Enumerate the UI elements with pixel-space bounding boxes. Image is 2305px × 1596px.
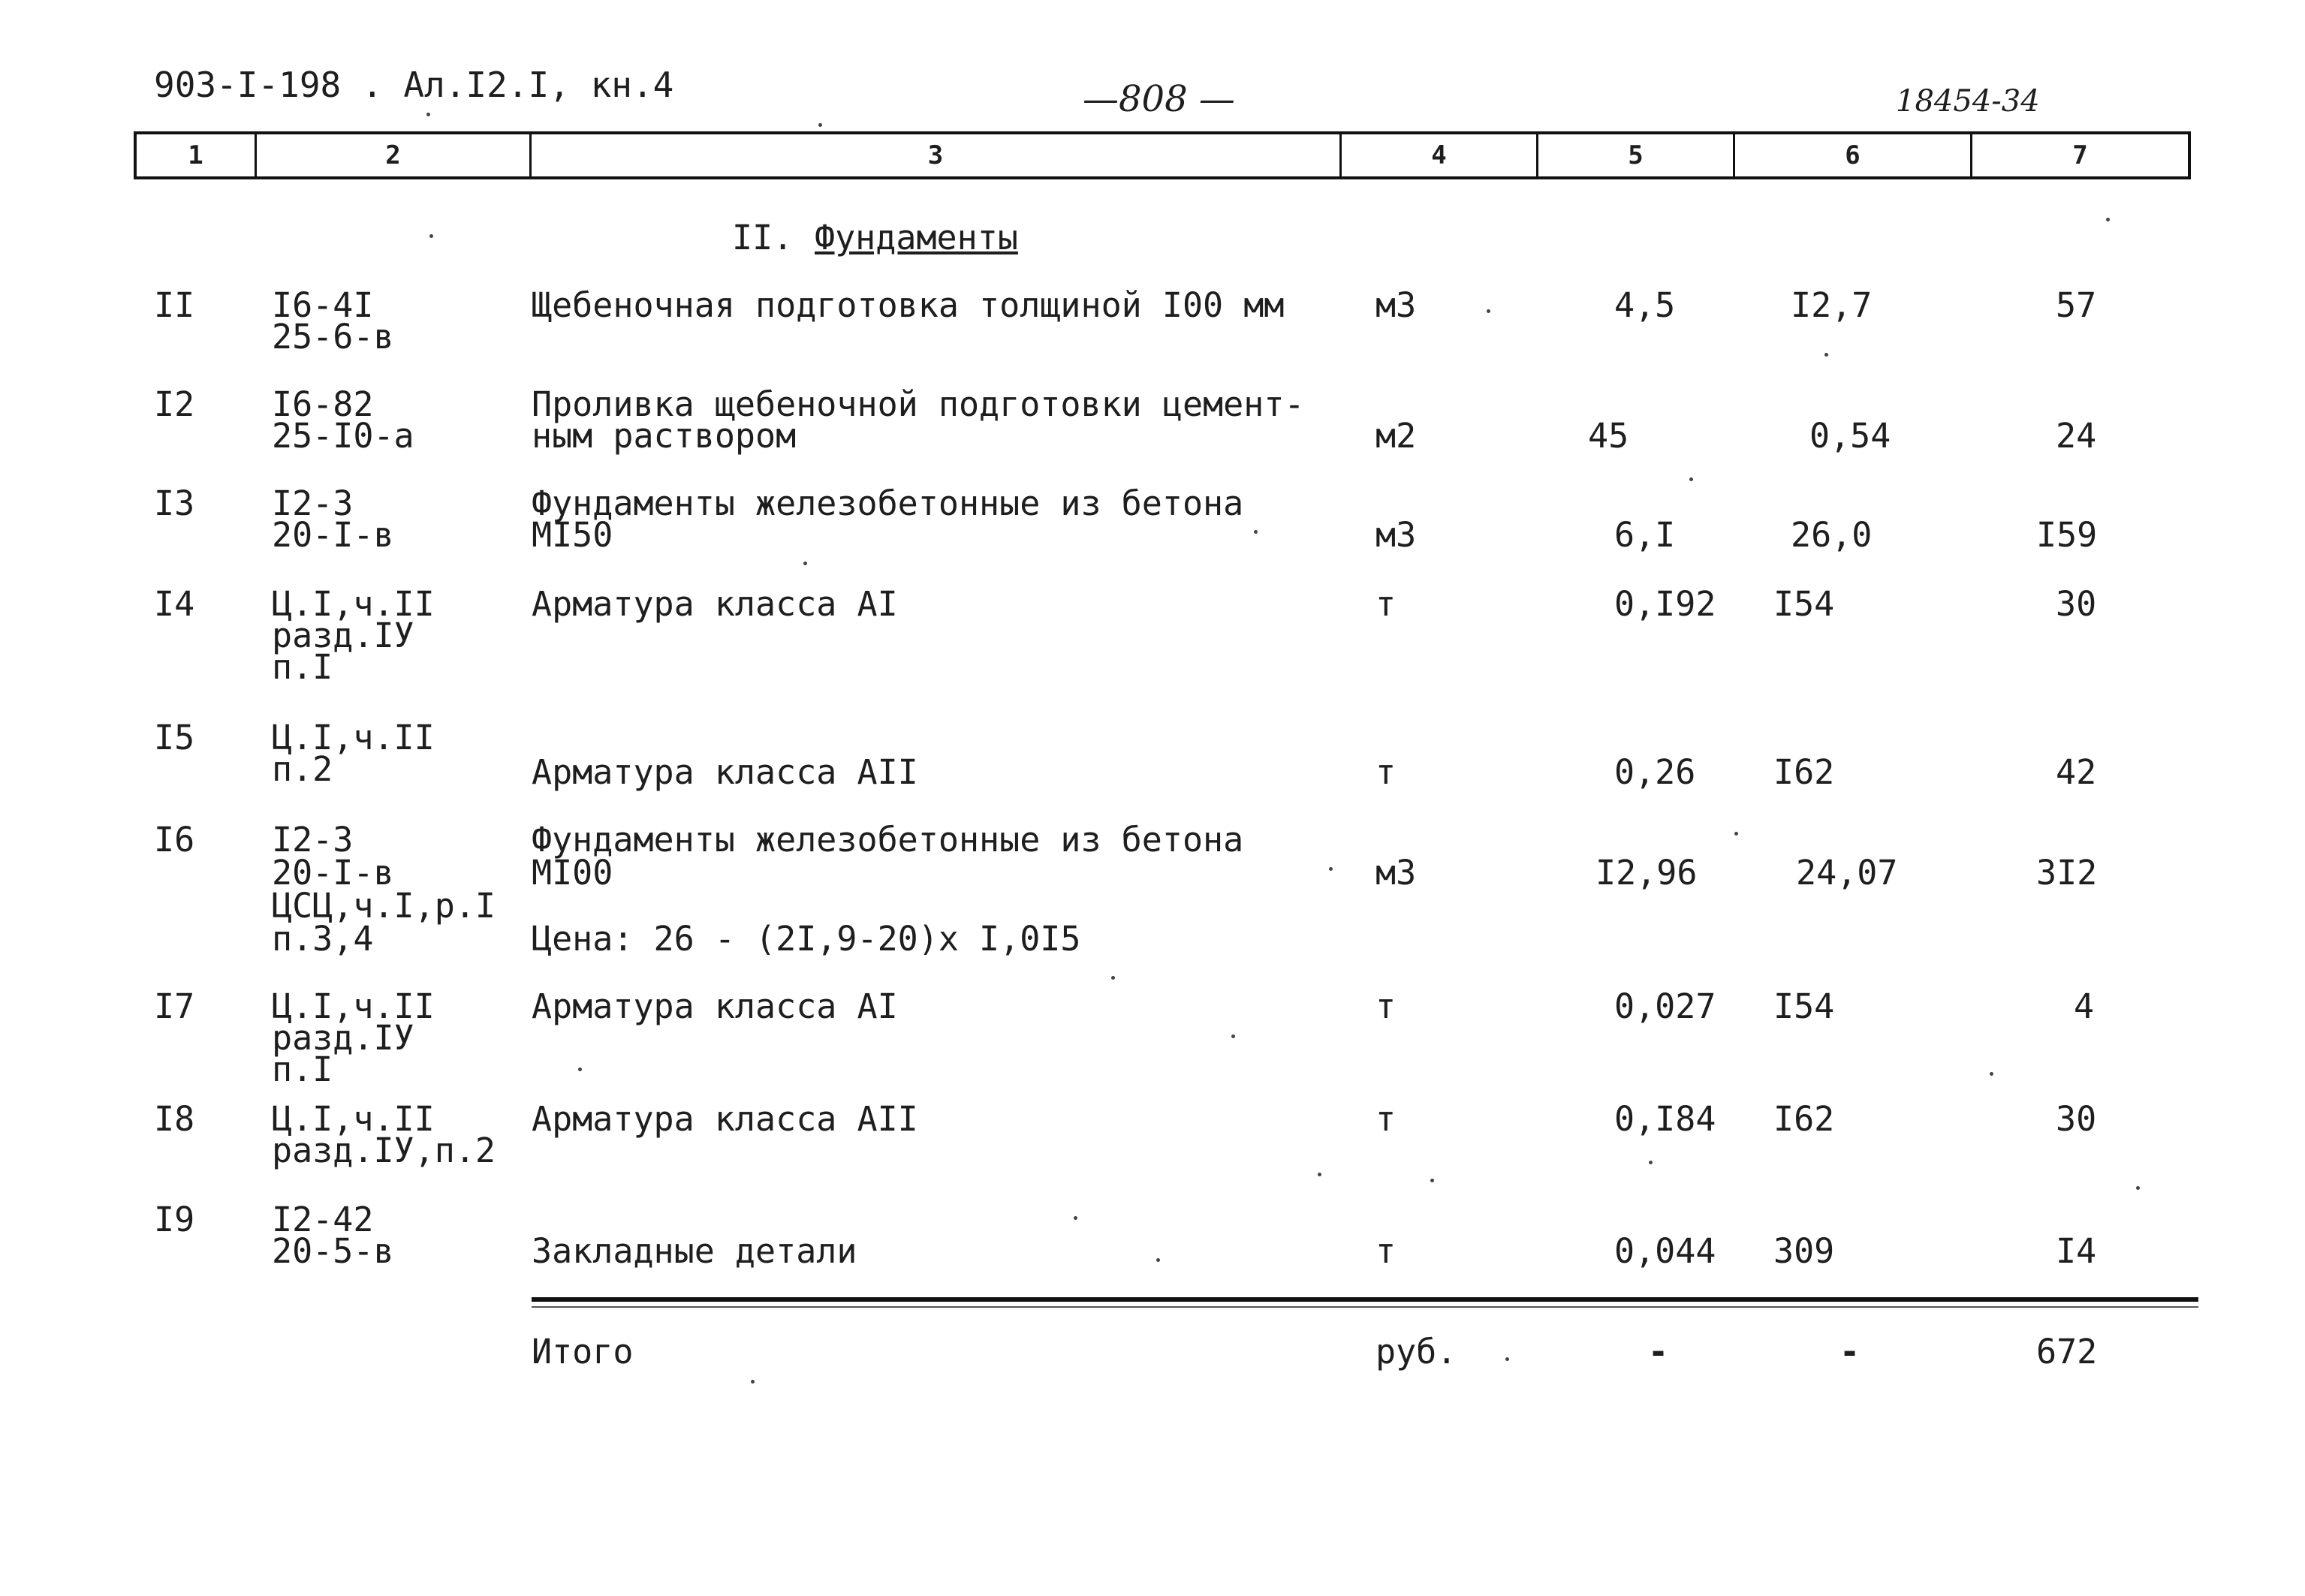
scan-speck <box>1487 309 1490 313</box>
scan-speck <box>429 234 433 238</box>
scan-speck <box>751 1380 755 1384</box>
unit-price: I62 <box>1773 752 1835 792</box>
norm-code: Ц.I,ч.II <box>272 986 435 1026</box>
quantity: 6,I <box>1614 515 1676 555</box>
norm-code: п.I <box>272 1049 333 1089</box>
scan-speck <box>1430 1179 1434 1182</box>
total-cost: I59 <box>2036 515 2098 555</box>
row-number: I2 <box>154 384 195 424</box>
scan-speck <box>1689 477 1693 481</box>
norm-code: п.I <box>272 647 333 687</box>
row-number: I3 <box>154 483 195 523</box>
norm-code: 20-5-в <box>272 1231 394 1271</box>
row-number: I9 <box>154 1200 195 1239</box>
work-description: Щебеночная подготовка толщиной I00 мм <box>532 285 1285 325</box>
quantity: 45 <box>1588 416 1629 456</box>
norm-code: I6-82 <box>272 384 374 424</box>
total-cost: 3I2 <box>2036 853 2098 893</box>
norm-code: Ц.I,ч.II <box>272 584 435 624</box>
column-header-row <box>134 131 2191 179</box>
work-description: Проливка щебеночной подготовки цемент- <box>532 384 1305 424</box>
section-number: II. <box>732 218 794 257</box>
work-description: Арматура класса АI <box>532 986 898 1026</box>
unit: т <box>1375 752 1397 792</box>
unit: т <box>1375 986 1397 1026</box>
scan-speck <box>1505 1357 1509 1361</box>
unit-price: 24,07 <box>1796 853 1898 893</box>
quantity: 4,5 <box>1614 285 1676 325</box>
unit-price: 26,0 <box>1791 515 1873 555</box>
total-cost: 30 <box>2056 1099 2097 1139</box>
unit-price: I54 <box>1773 584 1835 624</box>
work-description: Арматура класса АII <box>532 752 918 792</box>
work-description: МI50 <box>532 515 613 555</box>
scan-speck <box>1111 976 1115 980</box>
scan-speck <box>1734 832 1738 836</box>
norm-code: ЦСЦ,ч.I,р.I <box>272 886 496 926</box>
norm-code: п.2 <box>272 749 333 789</box>
total-price: - <box>1839 1332 1861 1372</box>
norm-code: I2-42 <box>272 1200 374 1239</box>
row-number: I4 <box>154 584 195 624</box>
norm-code: 20-I-в <box>272 515 394 555</box>
column-header-6: 6 <box>1733 134 1970 176</box>
quantity: I2,96 <box>1595 853 1698 893</box>
norm-code: 20-I-в <box>272 853 394 893</box>
unit: м2 <box>1375 416 1417 456</box>
work-description: Арматура класса АII <box>532 1099 918 1139</box>
quantity: 0,I84 <box>1614 1099 1716 1139</box>
section-title: Фундаменты <box>815 218 1018 257</box>
norm-code: Ц.I,ч.II <box>272 1099 435 1139</box>
norm-code: I2-3 <box>272 483 354 523</box>
unit: т <box>1375 1231 1397 1271</box>
norm-code: разд.IУ <box>272 1018 414 1058</box>
total-divider <box>532 1306 2198 1308</box>
quantity: 0,027 <box>1614 986 1716 1026</box>
grand-total: 672 <box>2036 1332 2098 1372</box>
total-cost: 24 <box>2056 416 2097 456</box>
scan-speck <box>1254 530 1258 534</box>
scan-speck <box>1990 1072 1993 1076</box>
norm-code: Ц.I,ч.II <box>272 718 435 757</box>
row-number: I6 <box>154 820 195 860</box>
scan-speck <box>1824 353 1828 357</box>
scan-speck <box>578 1068 582 1071</box>
scan-speck <box>1329 867 1333 871</box>
scan-speck <box>2136 1186 2140 1190</box>
norm-code: разд.IУ,п.2 <box>272 1131 496 1170</box>
column-header-5: 5 <box>1536 134 1733 176</box>
unit-price: I62 <box>1773 1099 1835 1139</box>
total-quantity: - <box>1648 1332 1669 1372</box>
work-description: МI00 <box>532 853 613 893</box>
column-header-7: 7 <box>1970 134 2188 176</box>
norm-code: разд.IУ <box>272 616 414 655</box>
total-unit: руб. <box>1375 1332 1457 1372</box>
column-header-4: 4 <box>1339 134 1536 176</box>
work-description: Арматура класса АI <box>532 584 898 624</box>
total-cost: 4 <box>2074 986 2095 1026</box>
scan-speck <box>1074 1216 1077 1220</box>
norm-code: 25-I0-а <box>272 416 414 456</box>
work-description: Закладные детали <box>532 1231 857 1271</box>
total-divider <box>532 1297 2198 1302</box>
scan-speck <box>1156 1258 1160 1262</box>
archive-number: 18454-34 <box>1896 84 2040 119</box>
work-description: Фундаменты железобетонные из бетона <box>532 483 1244 523</box>
unit: т <box>1375 584 1397 624</box>
document-code: 903-I-198 . Ал.I2.I, кн.4 <box>154 65 674 105</box>
total-cost: 57 <box>2056 285 2097 325</box>
unit-price: I54 <box>1773 986 1835 1026</box>
norm-code: I6-4I <box>272 285 374 325</box>
unit-price: 0,54 <box>1809 416 1891 456</box>
quantity: 0,I92 <box>1614 584 1716 624</box>
work-description: ным раствором <box>532 416 797 456</box>
scan-speck <box>426 113 430 116</box>
scan-speck <box>818 123 822 127</box>
row-number: I8 <box>154 1099 195 1139</box>
norm-code: 25-6-в <box>272 317 394 357</box>
unit: т <box>1375 1099 1397 1139</box>
row-number: I5 <box>154 718 195 757</box>
price-note: Цена: 26 - (2I,9-20)х I,0I5 <box>532 919 1081 959</box>
scan-speck <box>1649 1161 1653 1164</box>
unit-price: I2,7 <box>1791 285 1873 325</box>
column-header-2: 2 <box>255 134 529 176</box>
norm-code: п.3,4 <box>272 919 374 959</box>
total-cost: I4 <box>2056 1231 2097 1271</box>
total-label: Итого <box>532 1332 634 1372</box>
unit: м3 <box>1375 853 1417 893</box>
quantity: 0,26 <box>1614 752 1696 792</box>
quantity: 0,044 <box>1614 1231 1716 1271</box>
column-header-1: 1 <box>188 140 203 170</box>
page-number: —808 — <box>1083 78 1235 120</box>
scan-speck <box>803 562 807 565</box>
column-header-3: 3 <box>529 134 1339 176</box>
scan-speck <box>1231 1034 1235 1038</box>
unit: м3 <box>1375 285 1417 325</box>
unit-price: 309 <box>1773 1231 1835 1271</box>
total-cost: 42 <box>2056 752 2097 792</box>
scan-speck <box>1318 1173 1321 1176</box>
unit: м3 <box>1375 515 1417 555</box>
row-number: II <box>154 285 195 325</box>
norm-code: I2-3 <box>272 820 354 860</box>
work-description: Фундаменты железобетонные из бетона <box>532 820 1244 860</box>
scan-speck <box>2106 218 2110 221</box>
total-cost: 30 <box>2056 584 2097 624</box>
row-number: I7 <box>154 986 195 1026</box>
